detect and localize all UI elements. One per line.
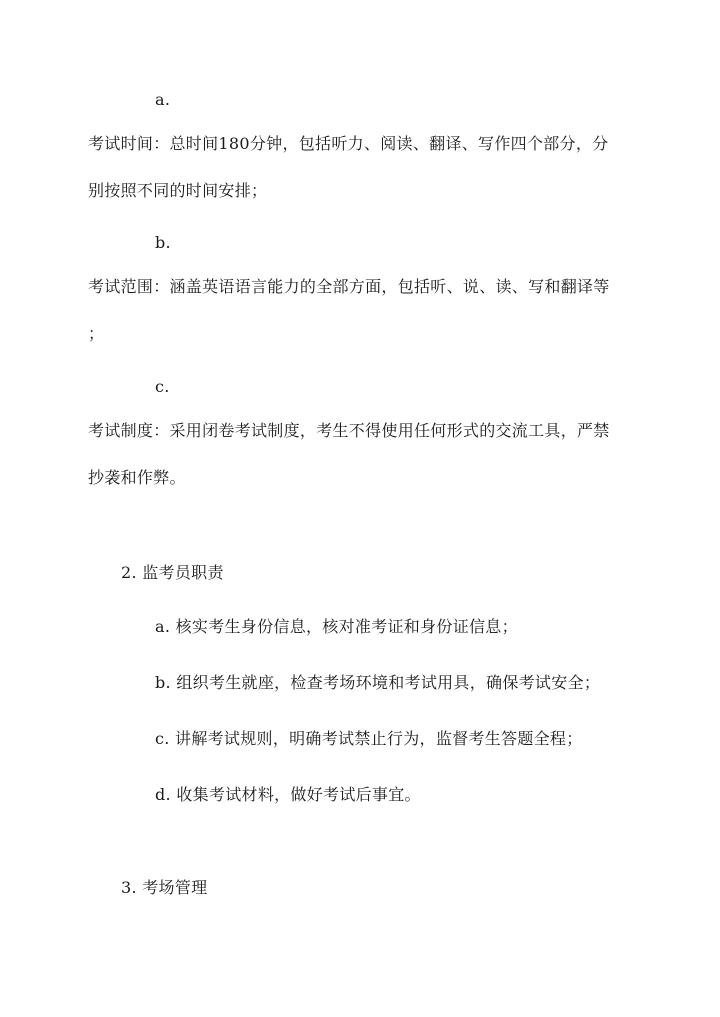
section-heading-exam-room-management: 3. 考场管理 xyxy=(121,878,208,897)
list-marker-a: a. xyxy=(155,90,171,109)
exam-system-text-line1: 考试制度：采用闭卷考试制度，考生不得使用任何形式的交流工具，严禁 xyxy=(88,421,610,440)
exam-scope-text-line2: ； xyxy=(88,324,105,343)
exam-scope-text-line1: 考试范围：涵盖英语语言能力的全部方面，包括听、说、读、写和翻译等 xyxy=(88,277,610,296)
duty-item-b: b. 组织考生就座，检查考场环境和考试用具，确保考试安全； xyxy=(155,673,601,692)
duty-item-a: a. 核实考生身份信息，核对准考证和身份证信息； xyxy=(155,617,518,636)
section-heading-invigilator-duties: 2. 监考员职责 xyxy=(121,563,224,582)
duty-item-d: d. 收集考试材料，做好考试后事宜。 xyxy=(155,785,421,804)
list-marker-c: c. xyxy=(155,377,170,396)
exam-time-text-line1: 考试时间：总时间180分钟，包括听力、阅读、翻译、写作四个部分，分 xyxy=(88,134,609,153)
duty-item-c: c. 讲解考试规则，明确考试禁止行为，监督考生答题全程； xyxy=(155,729,583,748)
list-marker-b: b. xyxy=(155,233,171,252)
exam-time-text-line2: 别按照不同的时间安排； xyxy=(88,181,268,200)
exam-system-text-line2: 抄袭和作弊。 xyxy=(88,468,186,487)
